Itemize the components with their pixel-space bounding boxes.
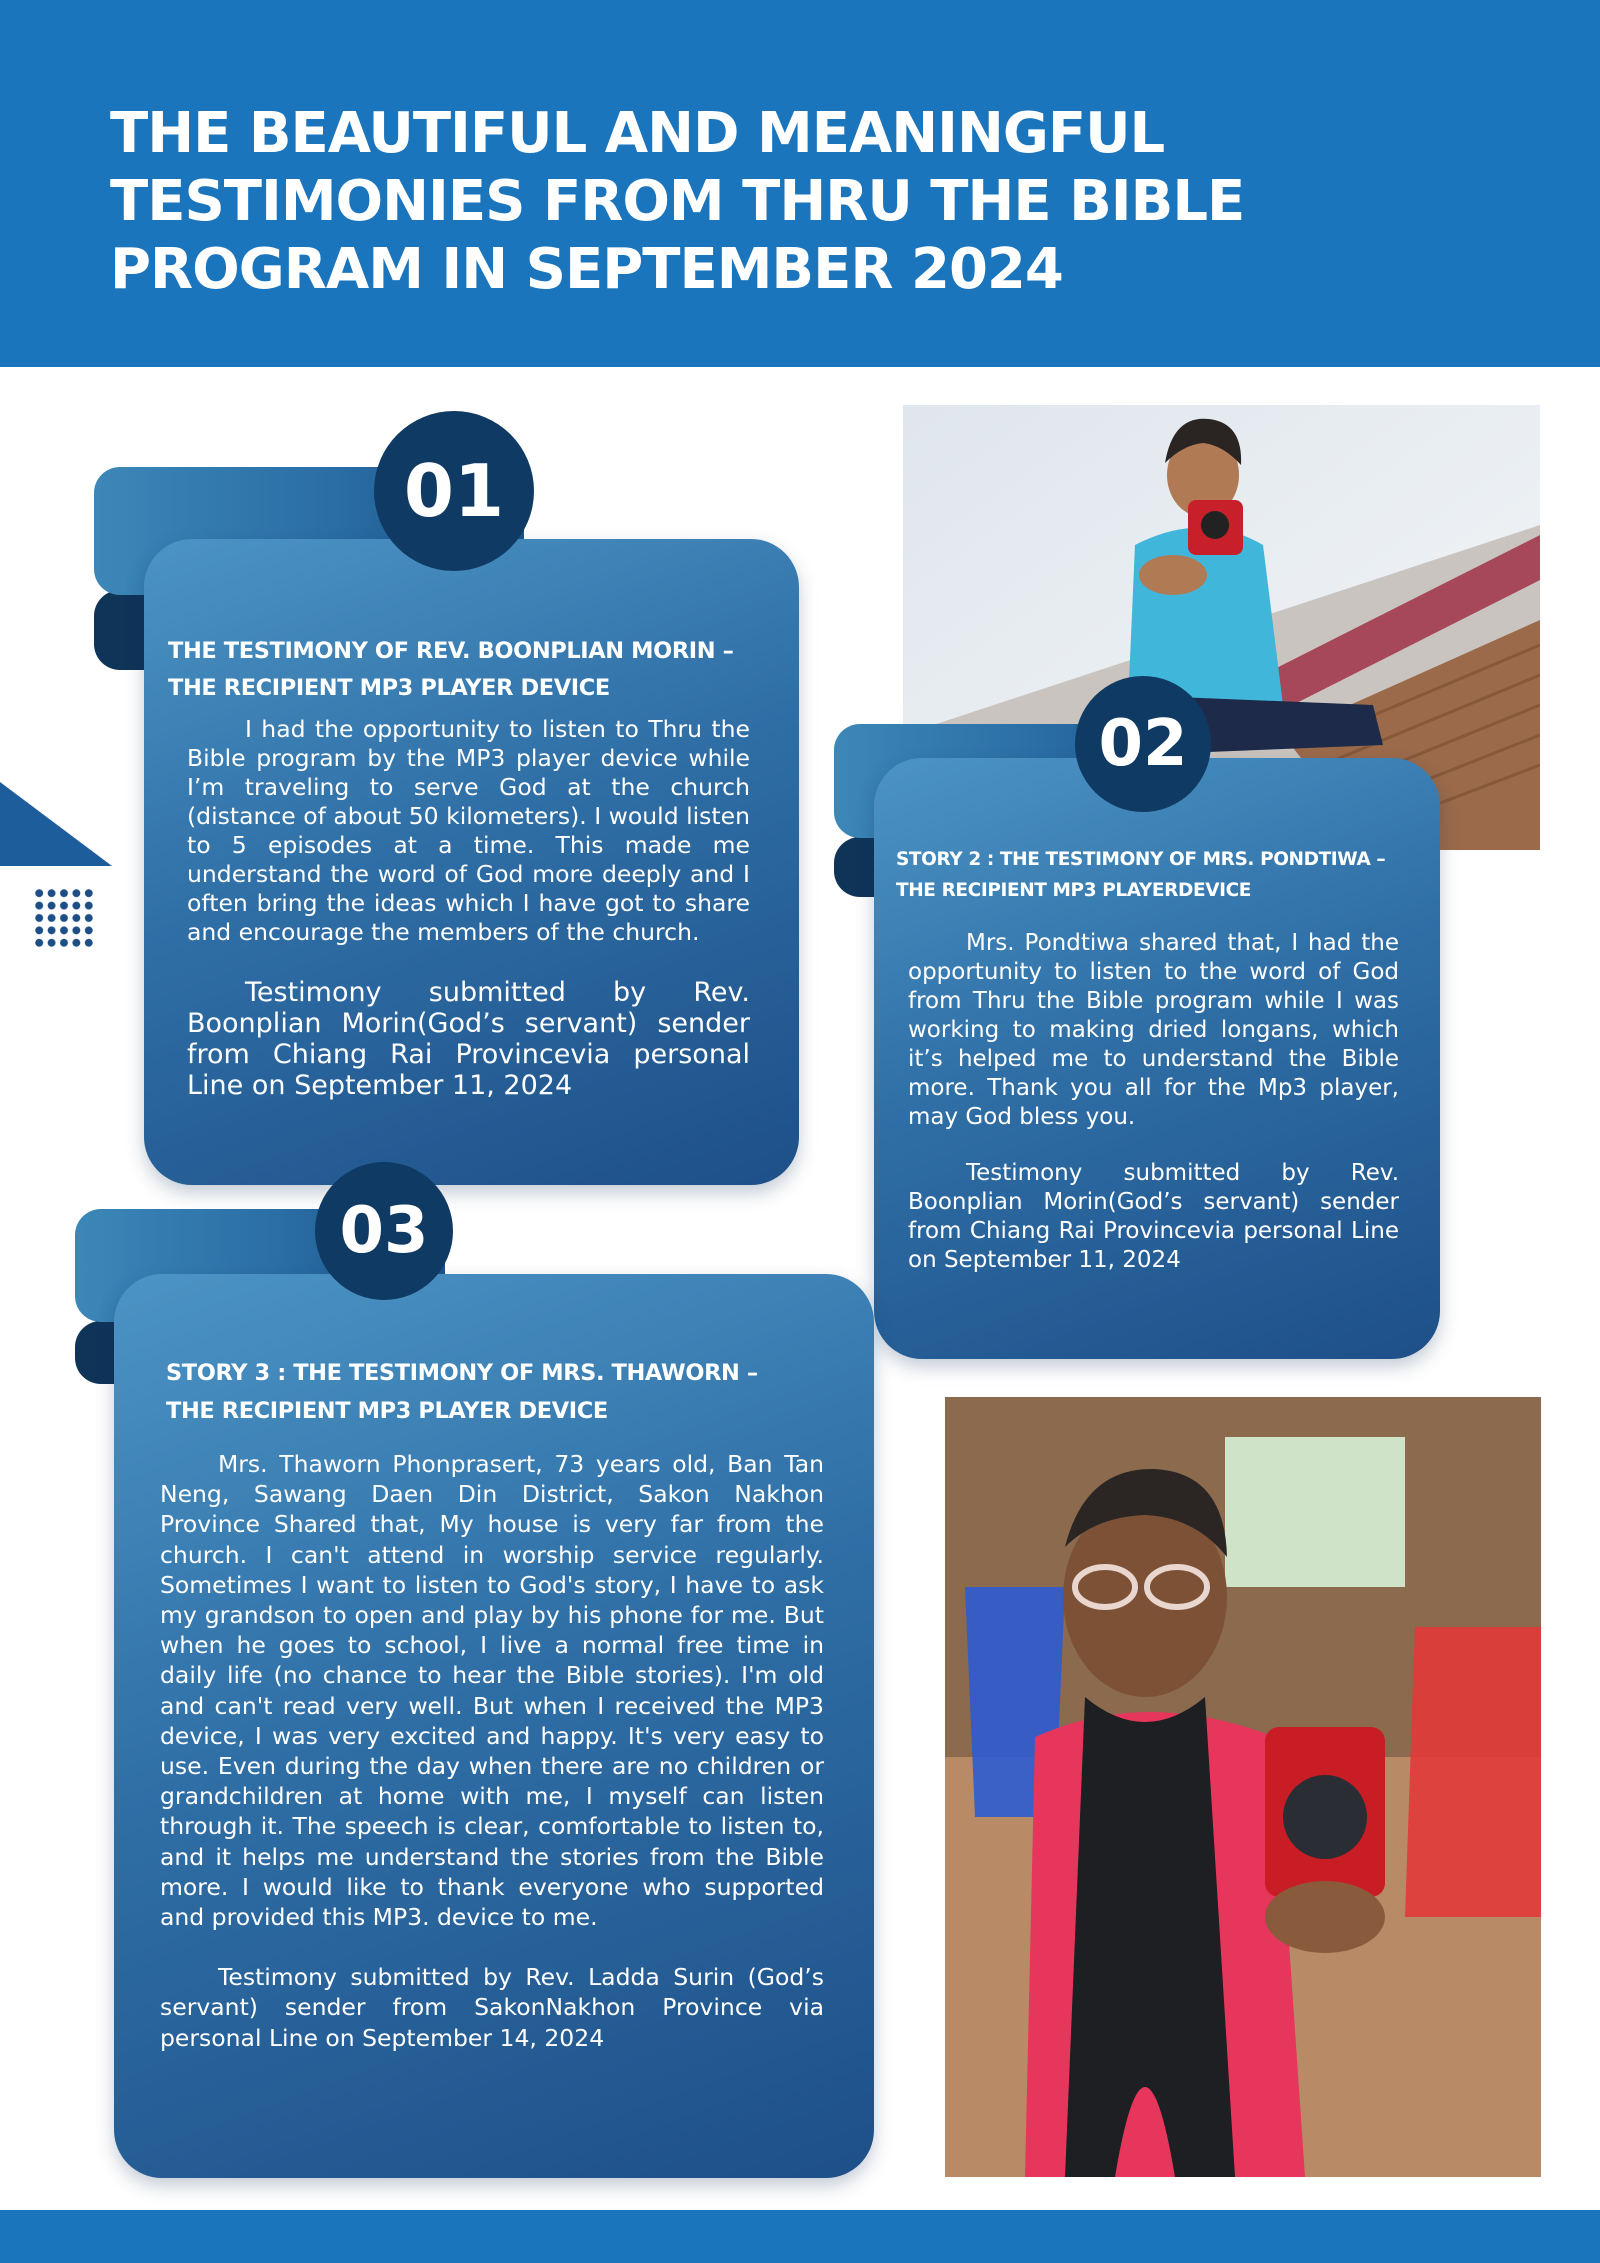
story-3-text bbox=[160, 1449, 824, 2053]
story-2-submission: Testimony submitted by Rev. Boonplian Morin(God’s servant) sender from Chiang Rai Provincevia personal Line on September 11, 2024 bbox=[908, 1160, 1399, 1273]
story-card-1 bbox=[144, 539, 799, 1185]
header-banner bbox=[0, 0, 1600, 367]
story-2-body: Mrs. Pondtiwa shared that, I had the opportunity to listen to the word of God from Thru the Bible program while I was working to making dried longans, which it’s helped me to understand the Bible more. Thank you all for the Mp3 player, may God bless you. bbox=[908, 930, 1399, 1130]
story-2-title: STORY 2 : THE TESTIMONY OF MRS. PONDTIWA – THE RECIPIENT MP3 PLAYERDEVICE bbox=[896, 849, 1386, 901]
story-3-submission: Testimony submitted by Rev. Ladda Surin (God’s servant) sender from SakonNakhon Province via personal Line on September 14, 2024 bbox=[160, 1963, 824, 2052]
photo-elderly-woman-with-mp3-device bbox=[945, 1397, 1541, 2177]
decorative-triangle bbox=[0, 782, 112, 866]
story-3-body: Mrs. Thaworn Phonprasert, 73 years old, Ban Tan Neng, Sawang Daen Din District, Sakon Nakhon Province Shared that, My house is very far from the church. I can't attend in worship service regularly. Sometimes I want to listen to God's story, I have to ask my grandson to open and play by his phone for me. But when he goes to school, I live a normal free time in daily life (no chance to hear the Bible stories). I'm old and can't read very well. But when I received the MP3 device, I was very excited and happy. It's very easy to use. Even during the day when there are no children or grandchildren at home with me, I myself can listen through it. The speech is clear, comfortable to listen to, and it helps me understand the stories from the Bible more. I would like to thank everyone who supported and provided this MP3. device to me. bbox=[160, 1450, 824, 1932]
story-1-body: I had the opportunity to listen to Thru the Bible program by the MP3 player device while I’m traveling to serve God at the church (distance of about 50 kilometers). I would listen to 5 episodes at a time. This made me understand the word of God more deeply and I often bring the ideas which I have got to share and encourage the members of the church. bbox=[187, 715, 750, 946]
story-card-3 bbox=[114, 1274, 874, 2178]
photo-2-illustration bbox=[945, 1397, 1541, 2177]
story-2-text bbox=[908, 929, 1399, 1275]
story-3-title: STORY 3 : THE TESTIMONY OF MRS. THAWORN – THE RECIPIENT MP3 PLAYER DEVICE bbox=[166, 1360, 758, 1424]
footer-bar bbox=[0, 2210, 1600, 2263]
story-1-submission: Testimony submitted by Rev. Boonplian Morin(God’s servant) sender from Chiang Rai Provincevia personal Line on September 11, 2024 bbox=[187, 977, 750, 1101]
story-1-title: THE TESTIMONY OF REV. BOONPLIAN MORIN – THE RECIPIENT MP3 PLAYER DEVICE bbox=[168, 638, 734, 701]
story-1-number: 01 bbox=[374, 411, 534, 571]
story-3-number: 03 bbox=[315, 1162, 453, 1300]
page-title: THE BEAUTIFUL AND MEANINGFUL TESTIMONIES FROM THRU THE BIBLE PROGRAM IN SEPTEMBER 2024 bbox=[110, 101, 1245, 302]
story-card-2 bbox=[874, 758, 1440, 1359]
decorative-dot-grid bbox=[33, 887, 95, 949]
story-1-text bbox=[187, 715, 750, 1101]
story-2-number: 02 bbox=[1075, 676, 1211, 812]
